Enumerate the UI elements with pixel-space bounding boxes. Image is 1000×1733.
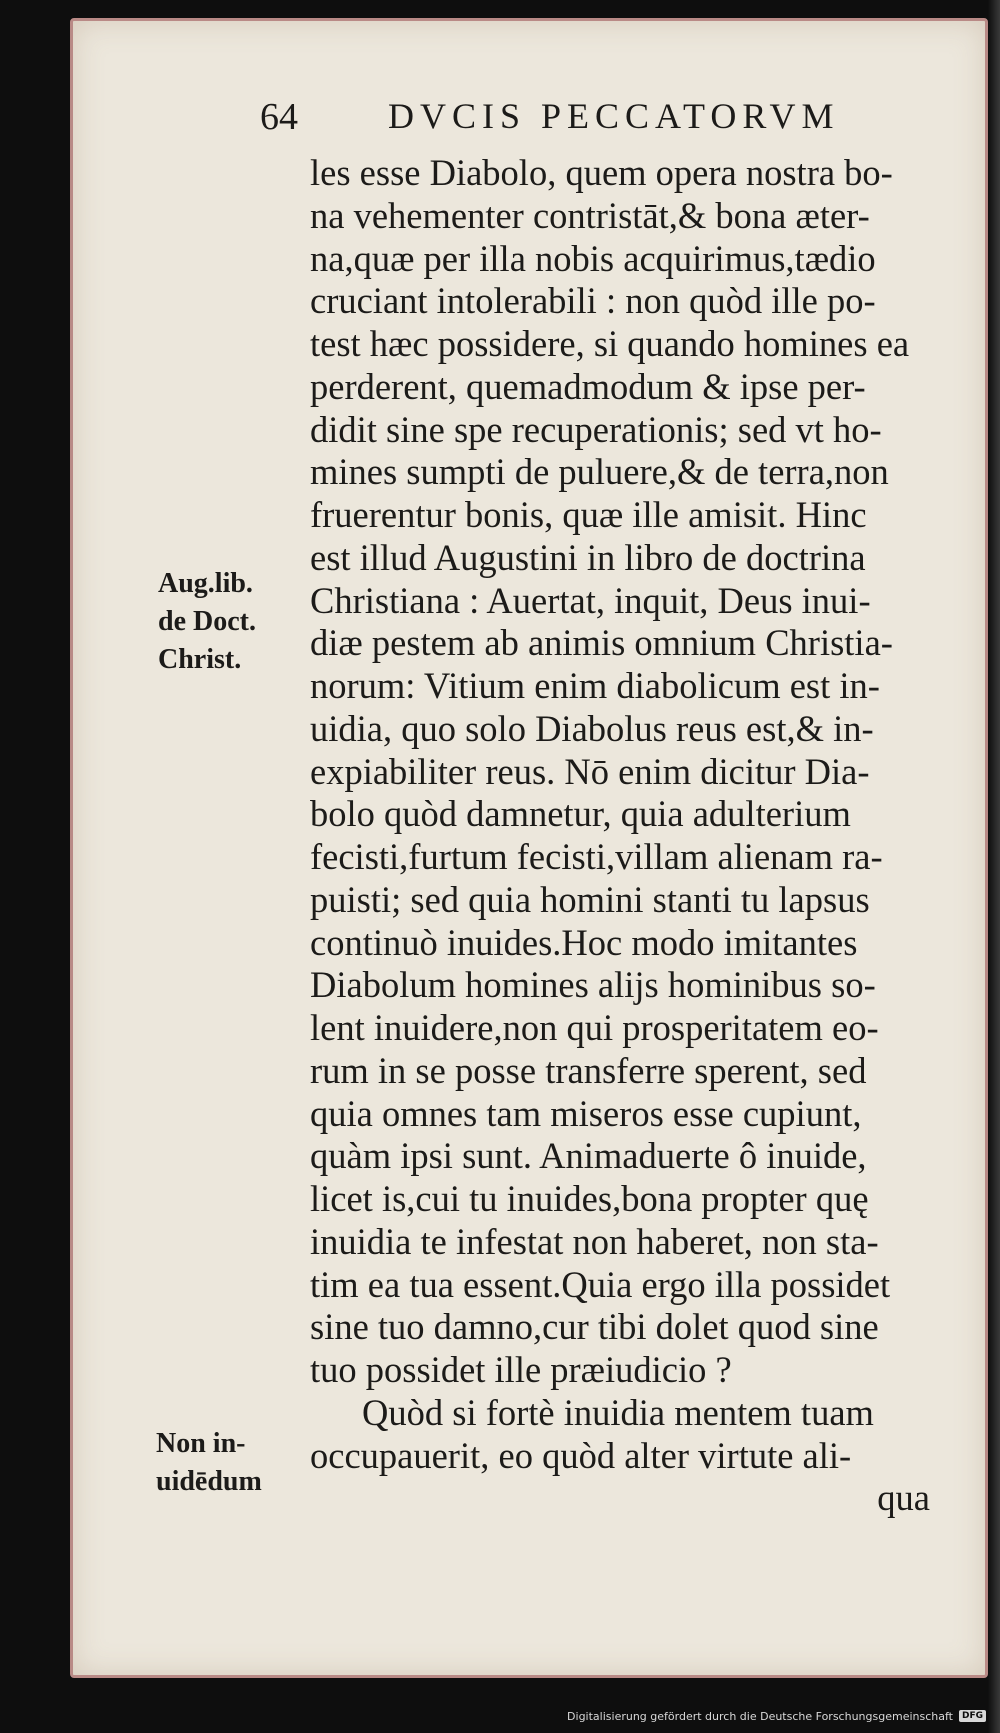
- text-line: cruciant intolerabili : non quòd ille po-: [310, 280, 876, 322]
- text-line: tuo possidet ille præiudicio ?: [310, 1349, 732, 1390]
- text-line: puisti; sed quia homini stanti tu lapsus: [310, 878, 870, 920]
- text-line: fruerentur bonis, quæ ille amisit. Hinc: [310, 494, 867, 535]
- dfg-logo: DFG: [959, 1710, 986, 1722]
- marginal-note-non-inuidendum: [156, 1425, 262, 1501]
- text-line: fecisti,furtum fecisti,villam alienam ra-: [310, 836, 883, 877]
- text-line: diæ pestem ab animis omnium Christia-: [310, 622, 893, 664]
- text-line: Quòd si fortè inuidia mentem tuam: [362, 1391, 874, 1433]
- text-line: Diabolum homines alijs hominibus so-: [310, 964, 876, 1006]
- text-line: les esse Diabolo, quem opera nostra bo-: [310, 152, 893, 193]
- text-line: bolo quòd damnetur, quia adulterium: [310, 793, 851, 835]
- text-line: tim ea tua essent.Quia ergo illa possidet: [310, 1263, 891, 1305]
- text-line: sine tuo damno,cur tibi dolet quod sine: [310, 1306, 879, 1348]
- marginal-note-line: uidēdum: [156, 1466, 262, 1497]
- catchword: qua: [877, 1477, 930, 1519]
- text-line: perderent, quemadmodum & ipse per-: [310, 365, 866, 407]
- text-line: quia omnes tam miseros esse cupiunt,: [310, 1092, 862, 1134]
- text-line: na vehementer contristāt,& bona æter-: [310, 194, 870, 236]
- text-line: expiabiliter reus. Nō enim dicitur Dia-: [310, 750, 870, 792]
- digitization-credit: [567, 1705, 986, 1727]
- marginal-note-augustine: [158, 565, 256, 679]
- text-line: occupauerit, eo quòd alter virtute ali-: [310, 1434, 852, 1476]
- text-line: Christiana : Auertat, inquit, Deus inui-: [310, 579, 871, 621]
- text-line: continuò inuides.Hoc modo imitantes: [310, 921, 858, 963]
- body-text: [310, 152, 930, 1520]
- marginal-note-line: Christ.: [158, 644, 242, 675]
- credit-text: Digitalisierung gefördert durch die Deutsche Forschungsgemeinschaft: [567, 1709, 953, 1723]
- text-line: est illud Augustini in libro de doctrina: [310, 536, 866, 578]
- text-line: norum: Vitium enim diabolicum est in-: [310, 665, 880, 706]
- text-line: rum in se posse transferre sperent, sed: [310, 1049, 867, 1091]
- running-title: DVCIS PECCATORVM: [388, 96, 840, 136]
- text-line: lent inuidere,non qui prosperitatem eo-: [310, 1007, 879, 1048]
- marginal-note-line: Aug.lib.: [158, 568, 253, 599]
- text-line: test hæc possidere, si quando homines ea: [310, 323, 910, 364]
- page-number: 64: [260, 96, 298, 138]
- text-line: na,quæ per illa nobis acquirimus,tædio: [310, 237, 876, 279]
- page-header: [188, 95, 908, 155]
- text-line: inuidia te infestat non haberet, non sta-: [310, 1220, 879, 1262]
- marginal-note-line: de Doct.: [158, 606, 256, 637]
- page-spine-shadow: [988, 0, 1000, 1733]
- text-line: uidia, quo solo Diabolus reus est,& in-: [310, 707, 874, 749]
- text-line: didit sine spe recuperationis; sed vt ho-: [310, 408, 882, 450]
- text-line: mines sumpti de puluere,& de terra,non: [310, 451, 889, 493]
- text-line: licet is,cui tu inuides,bona propter quę: [310, 1178, 869, 1219]
- text-line: quàm ipsi sunt. Animaduerte ô inuide,: [310, 1135, 867, 1177]
- marginal-note-line: Non in-: [156, 1428, 246, 1459]
